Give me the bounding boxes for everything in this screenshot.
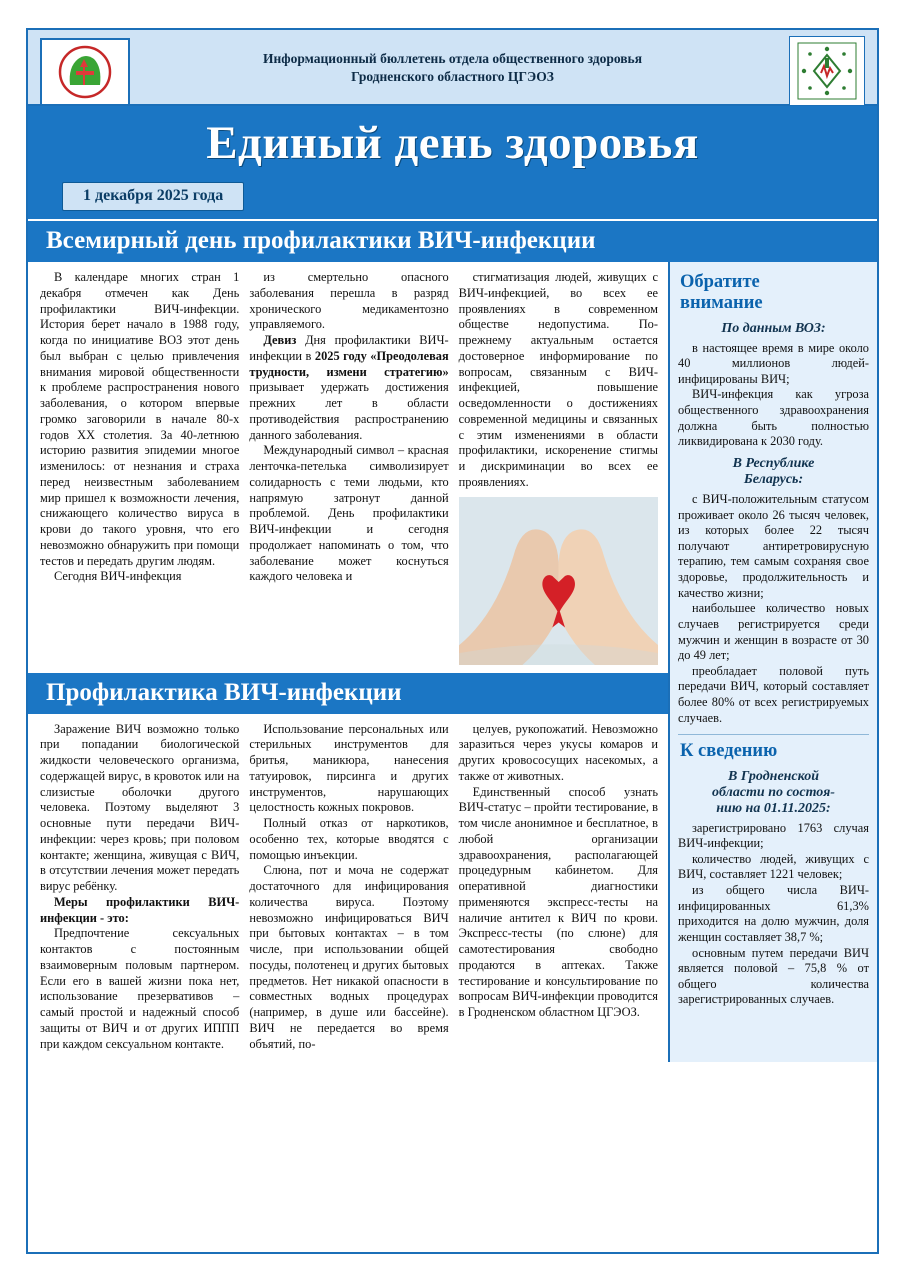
sidebar-heading-attention-line-1: Обратите [680, 272, 760, 292]
section2-column-2 [249, 722, 448, 1053]
masthead-line-2: Гродненского областного ЦГЭОЗ [351, 69, 554, 85]
section1-column-3 [459, 270, 658, 665]
s1c2-paragraph-3: Международный символ – красная ленточка-петелька символизирует солидарность с теми людьми, кто напрямую затронут данной проблемой. День профилактики ВИЧ-инфекции и сегодня продолжает напоминать о том, что заболевание может коснуться каждого человека и [249, 443, 449, 584]
sidebar-belarus-text [678, 492, 869, 726]
sidebar-divider [678, 734, 869, 735]
sidebar-heading-info: К сведению [680, 741, 778, 762]
left-content-zone [28, 262, 668, 1062]
motto-lead: Дня профилактики ВИЧ-инфекции в [249, 333, 449, 363]
main-body [28, 262, 877, 1062]
sidebar-heading-attention [680, 272, 869, 315]
motto-label: Девиз [263, 333, 297, 347]
section1-columns [28, 262, 668, 671]
belarus-fact-1: с ВИЧ-положительным статусом проживает около 26 тысяч человек, из которых более 22 тысяч получают антиретровирусную терапию, тем самым сохраняя свое здоровье, продолжительность и качество жизни; [678, 491, 869, 600]
logo-right-svg [796, 41, 858, 101]
who-fact-1: в настоящее время в мире около 40 миллионов людей-инфицированы ВИЧ; [678, 340, 869, 386]
section2-columns [28, 714, 668, 1063]
page-title: Единый день здоровья [206, 117, 699, 169]
masthead [28, 30, 877, 106]
s2c1-paragraph-1: Заражение ВИЧ возможно только при попадании биологической жидкости человеческого организма, содержащей вирус, в кровоток или на слизистые оболочки другого человека. Поэтому выделяют 3 основные пути передачи ВИЧ-инфекции: через кровь; при половом контакте; женщина, живущая с ВИЧ, в отсутствии лечения может передать вирус ребёнку. [40, 721, 240, 893]
issue-date: 1 декабря 2025 года [62, 182, 244, 211]
sidebar-subheading-who: По данным ВОЗ: [721, 320, 826, 336]
grodno-fact-2: количество людей, живущих с ВИЧ, составляет 1221 человек; [678, 851, 869, 882]
grodno-region-emblem-icon [789, 36, 865, 106]
belarus-fact-2: наибольшее количество новых случаев регистрируется среди мужчин и женщин в возрасте от 30 до 49 лет; [678, 601, 869, 663]
grodno-fact-4: основным путем передачи ВИЧ является половой – 75,8 % от общего количества зарегистрированных случаев. [678, 945, 869, 1007]
section2-column-3 [459, 722, 658, 1053]
masthead-title [38, 38, 867, 86]
sidebar-subheading-grodno-line-1: В Гродненской [728, 768, 819, 784]
health-promotion-logo-icon [40, 38, 130, 106]
sidebar [668, 262, 877, 1062]
s2c1-paragraph-2: Предпочтение сексуальных контактов с постоянным взаимоверным половым партнером. Если его в вашей жизни пока нет, использование презервативов – самый простой и надежный способ защиты от ВИЧ и от других ИППП при каждом сексуальном контакте. [40, 926, 240, 1051]
grodno-fact-3: из общего числа ВИЧ-инфицированных 61,3% приходится на долю мужчин, доля женщин составляет 38,7 %; [678, 883, 869, 944]
s1c2-paragraph-1: из смертельно опасного заболевания перешла в разряд хронического медикаментозно управляемого. [249, 270, 449, 332]
masthead-line-1: Информационный бюллетень отдела общественного здоровья [262, 51, 642, 66]
s2c3-paragraph-2: Единственный способ узнать ВИЧ-статус – пройти тестирование, в том числе анонимное и бесплатное, в любой организации здравоохранения, располагающей процедурным кабинетом. Для оперативной диагностики применяются экспресс-тесты на наличие антител к ВИЧ по крови. Экспресс-тесты (по слюне) для самотестирования свободно продаются в аптеках. Также тестирование и консультирование по вопросам ВИЧ-инфекции проводится в Гродненском областном ЦГЭОЗ. [458, 784, 658, 1019]
motto-text: 2025 году «Преодолевая трудности, измени стратегию» [249, 348, 449, 379]
page-frame [26, 28, 879, 1254]
section-heading-prevention: Профилактика ВИЧ-инфекции [28, 671, 668, 714]
sidebar-who-text [678, 341, 869, 450]
s2c1-subheading: Меры профилактики ВИЧ-инфекции - это: [40, 894, 240, 925]
s1c1-paragraph-1: В календаре многих стран 1 декабря отмечен как День профилактики ВИЧ-инфекции. История берет начало в 1988 году, когда по инициативе ВОЗ этот день был выбран с целью привлечения внимания мировой общественности к проблеме распространения нового заболевания, о котором впервые громко заговорили в начале 80-х годов ХХ столетия. За 40-летнюю историю развития эпидемии многое изменилось: от незнания и страха перед неизвестным заболеванием мир пришел к возможности лечения, снижающего количество вируса в крови до такого уровня, что его невозможно обнаружить при помощи тестов и передать другим людям. [40, 270, 240, 568]
sidebar-subheading-grodno-line-3: нию на 01.11.2025: [716, 800, 831, 816]
sidebar-heading-attention-line-2: внимание [680, 293, 763, 314]
motto-rest: призывает удержать достижения прежних лет в области противодействия распространению данного заболевания. [249, 380, 449, 442]
who-fact-2: ВИЧ-инфекция как угроза общественного здравоохранения должна быть полностью ликвидирована к 2030 году. [678, 387, 869, 449]
logo-left-svg [50, 45, 120, 99]
sidebar-subheading-grodno [678, 769, 869, 817]
s1c3-paragraph-1: стигматизация людей, живущих с ВИЧ-инфекцией, во всех ее проявлениях в современном обществе недопустима. По-прежнему актуальным остается достоверное информирование по вопросам, связанным с ВИЧ-инфекцией, повышение осведомленности о достижениях современной медицины и связанных с этим изменениями в области профилактики, искоренение стигмы и дискриминации во всех ее проявлениях. [458, 270, 658, 489]
section2-column-1 [40, 722, 239, 1053]
title-band [28, 106, 877, 182]
section1-column-2 [249, 270, 448, 665]
sidebar-subheading-belarus [678, 456, 869, 488]
sidebar-subheading-belarus-line-2: Беларусь: [743, 471, 804, 487]
belarus-fact-3: преобладает половой путь передачи ВИЧ, который составляет более 80% от всех регистрируемых случаев. [678, 663, 869, 725]
hands-heart-red-ribbon-image [459, 497, 658, 665]
section-heading-world-aids-day: Всемирный день профилактики ВИЧ-инфекции [28, 219, 877, 262]
s2c2-paragraph-1: Использование персональных или стерильных инструментов для бритья, маникюра, нанесения татуировок, пирсинга и других инструментов, нарушающих целостность кожных покровов. [249, 721, 449, 815]
section1-column-1 [40, 270, 239, 665]
sidebar-subheading-belarus-line-1: В Республике [732, 455, 815, 471]
s1c2-paragraph-2 [249, 333, 448, 443]
sidebar-subheading-grodno-line-2: области по состоя- [712, 784, 835, 800]
s2c3-paragraph-1: целуев, рукопожатий. Невозможно заразиться через укусы комаров и других кровососущих насекомых, а также от животных. [458, 721, 658, 783]
sidebar-grodno-text [678, 821, 869, 1009]
grodno-fact-1: зарегистрировано 1763 случая ВИЧ-инфекции; [678, 820, 869, 851]
s2c2-paragraph-3: Слюна, пот и моча не содержат достаточного для инфицирования количества вируса. Поэтому невозможно инфицироваться ВИЧ при бытовых контактах – в том числе, при использовании общей посуды, полотенец и других бытовых предметов. Нет никакой опасности в совместных водных процедурах (например, в душе или бассейне). ВИЧ не передается во время объятий, по- [249, 863, 449, 1051]
s2c2-paragraph-2: Полный отказ от наркотиков, особенно тех, которые вводятся с помощью инъекции. [249, 816, 449, 862]
s1c1-paragraph-2: Сегодня ВИЧ-инфекция [54, 569, 182, 584]
date-band [28, 182, 877, 219]
